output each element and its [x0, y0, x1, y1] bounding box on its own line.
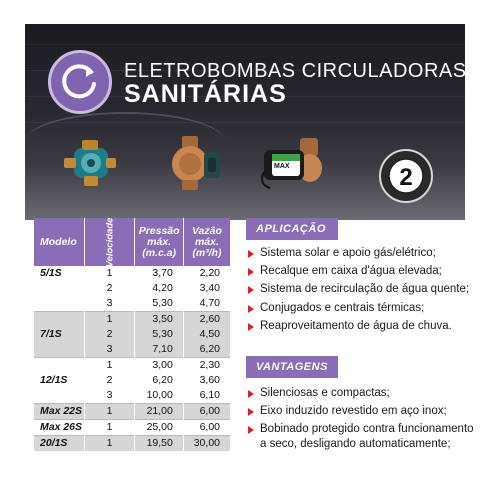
header-pressure: Pressão máx. (m.c.a) — [135, 218, 183, 266]
table-row: 20/1S 1 19,50 30,00 — [34, 436, 230, 452]
table-row: 12/1S 2 6,20 3,60 — [34, 373, 230, 388]
page-title-line2: SANITÁRIAS — [124, 80, 287, 108]
section-title-aplicacao: APLICAÇÃO — [246, 218, 338, 240]
header-model: Modelo — [34, 218, 84, 266]
table-row: Max 22S 1 21,00 6,00 — [34, 404, 230, 420]
table-row: 1 3,00 2,30 — [34, 358, 230, 374]
arrow-bullet-icon — [248, 305, 254, 313]
arrow-bullet-icon — [248, 426, 254, 434]
warranty-badge-icon — [378, 148, 434, 204]
table-row: 1 3,50 2,60 — [34, 312, 230, 328]
arrow-bullet-icon — [248, 268, 254, 276]
table-row: 3 7,10 6,20 — [34, 342, 230, 358]
circulation-logo-icon — [48, 50, 112, 114]
list-item: Recalque em caixa d'água elevada; — [248, 264, 480, 279]
table-row: 7/1S 2 5,30 4,50 — [34, 327, 230, 342]
pump-image-max — [260, 132, 326, 192]
arrow-bullet-icon — [248, 323, 254, 331]
table-row: 3 5,30 4,70 — [34, 296, 230, 312]
pump-brand-label: MAX — [274, 163, 290, 170]
table-row: 2 4,20 3,40 — [34, 281, 230, 296]
section-title-vantagens: VANTAGENS — [246, 356, 338, 378]
list-item: Reaproveitamento de água de chuva. — [248, 319, 480, 334]
table-row: 5/1S 1 3,70 2,20 — [34, 266, 230, 281]
pump-image-bronze — [160, 132, 224, 194]
specifications-table — [34, 218, 230, 451]
arrow-bullet-icon — [248, 250, 254, 258]
warranty-years-number: 2 — [399, 164, 413, 191]
arrow-bullet-icon — [248, 390, 254, 398]
header-flow: Vazão máx. (m³/h) — [191, 224, 222, 259]
list-item: Sistema de recirculação de água quente; — [248, 282, 480, 297]
header-speed: Velocidade — [84, 218, 135, 266]
arrow-bullet-icon — [248, 408, 254, 416]
list-item: Conjugados e centrais térmicas; — [248, 301, 480, 316]
list-item: Sistema solar e apoio gás/elétrico; — [248, 246, 480, 261]
table-header-row — [34, 218, 230, 266]
arrow-bullet-icon — [248, 286, 254, 294]
page-title-line1: ELETROBOMBAS CIRCULADORAS — [124, 60, 467, 82]
pump-image-blue — [60, 136, 120, 192]
list-item: Silenciosas e compactas; — [248, 386, 480, 401]
table-row: 3 10,00 6,10 — [34, 388, 230, 404]
vantagens-list — [248, 386, 480, 455]
table-row: Max 26S 1 25,00 6,00 — [34, 420, 230, 436]
list-item: Bobinado protegido contra funcionamento a seco, desligando automaticamente; — [248, 422, 480, 452]
list-item: Eixo induzido revestido em aço inox; — [248, 404, 480, 419]
aplicacao-list — [248, 246, 480, 337]
